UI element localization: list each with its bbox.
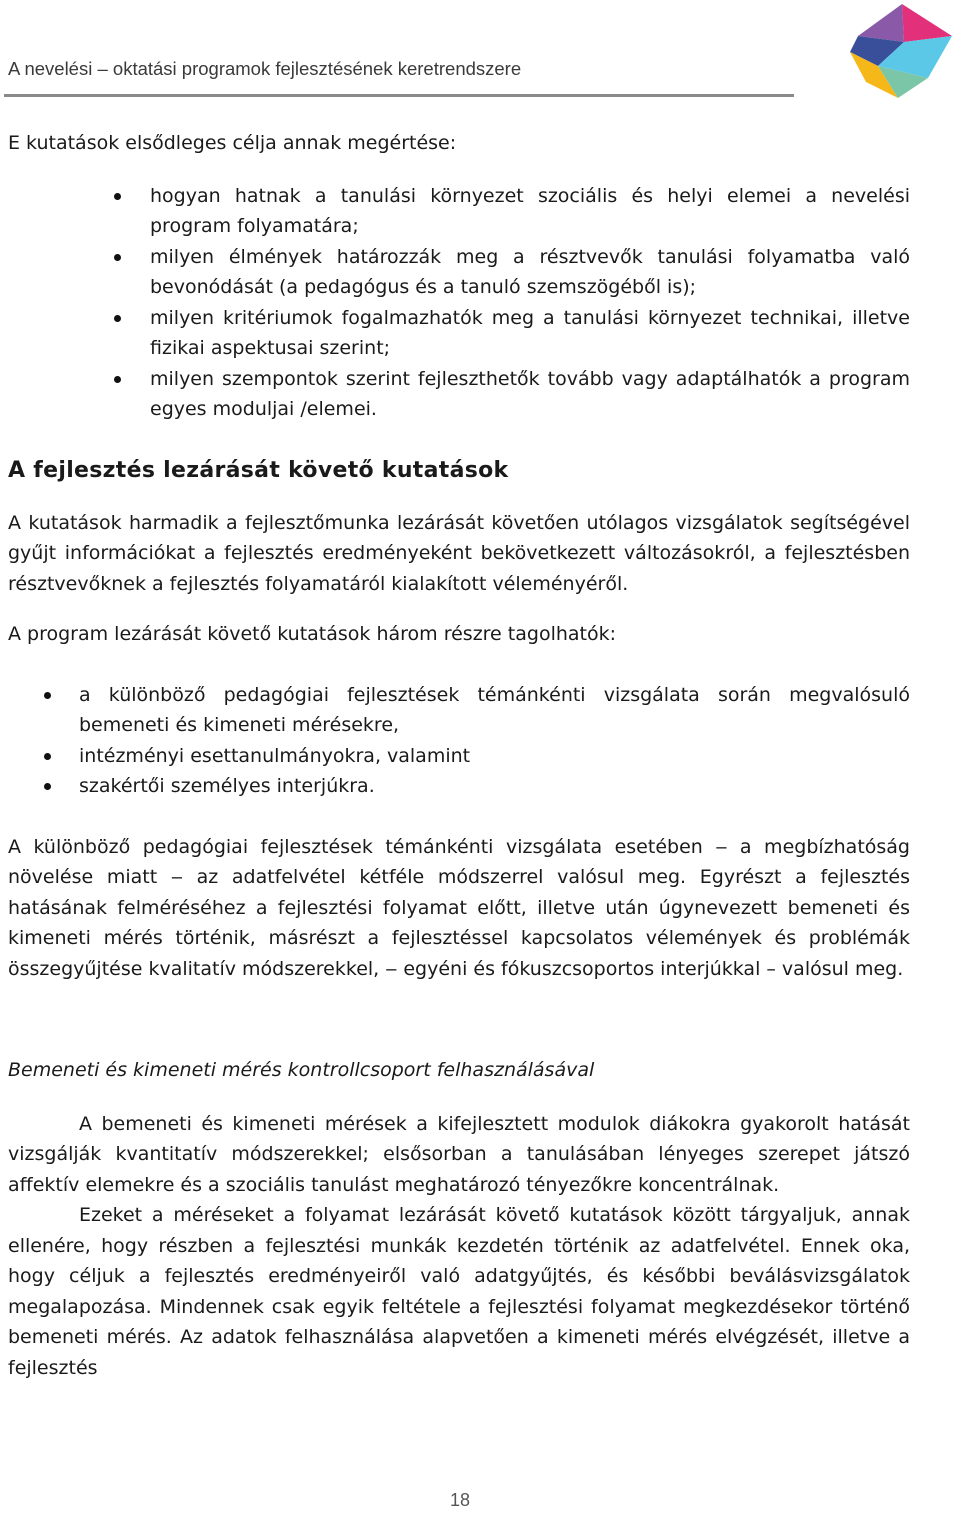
list-item: milyen kritériumok fogalmazhatók meg a tanulási környezet technikai, illetve fizikai aspektusai szerint; xyxy=(8,303,910,364)
logo-facet-right xyxy=(902,4,952,42)
list-item: hogyan hatnak a tanulási környezet szociális és helyi elemei a nevelési program folyamatára; xyxy=(8,181,910,242)
paragraph: A különböző pedagógiai fejlesztések témánkénti vizsgálata esetében ‒ a megbízhatóság növelése miatt ‒ az adatfelvétel kétféle módszerrel valósul meg. Egyrészt a fejlesztés hatásának felméréséhez a fejlesztési folyamat előtt, illetve után úgynevezett bemeneti és kimeneti mérés történik, másrészt a fejlesztéssel kapcsolatos vélemények és problémák összegyűjtése kvalitatív módszerekkel, ‒ egyéni és fókuszcsoportos interjúkkal – valósul meg. xyxy=(8,835,910,980)
paragraph: Ezeket a méréseket a folyamat lezárását követő kutatások között tárgyaljuk, annak ellenére, hogy részben a fejlesztési munkák kezdetén történik az adatfelvétel. Ennek oka, hogy céljuk a fejlesztés eredményeiről való adatgyűjtés, és későbbi beválásvizsgálatok megalapozása. Mindennek csak egyik feltétele a fejlesztési folyamat megkezdésekor történő bemeneti mérés. Az adatok felhasználása alapvetően a kimeneti mérés elvégzését, illetve a fejlesztés xyxy=(8,1204,910,1379)
list-item: milyen szempontok szerint fejleszthetők tovább vagy adaptálhatók a program egyes moduljai /elemei. xyxy=(8,364,910,425)
subsection-title: Bemeneti és kimeneti mérés kontrollcsoport felhasználásával xyxy=(8,1059,595,1081)
list-item: intézményi esettanulmányokra, valamint xyxy=(8,741,910,772)
paragraph: A bemeneti és kimeneti mérések a kifejlesztett modulok diákokra gyakorolt hatását vizsgálják kvantitatív módszerekkel; elsősorban a tanulásában lényeges szerepet játszó affektív elemekre és a szociális tanulást meghatározó tényezőkre koncentrálnak. xyxy=(8,1112,910,1196)
logo-icon xyxy=(848,2,956,100)
list-item: milyen élmények határozzák meg a résztvevők tanulási folyamatba való bevonódását (a pedagógus és a tanuló szemszögéből is); xyxy=(8,242,910,303)
page-number: 18 xyxy=(449,1490,471,1510)
document-body xyxy=(8,128,910,1383)
paragraph: A program lezárását követő kutatások három részre tagolhatók: xyxy=(8,623,617,645)
header-divider xyxy=(4,94,794,97)
logo-facet-top xyxy=(858,4,904,42)
list-item: a különböző pedagógiai fejlesztések témánkénti vizsgálata során megvalósuló bemeneti és kimeneti mérésekre, xyxy=(8,680,910,741)
paragraph: A kutatások harmadik a fejlesztőmunka lezárását követően utólagos vizsgálatok segítségével gyűjt információkat a fejlesztés eredményeként bekövetkezett változásokról, a fejlesztésben résztvevőknek a fejlesztés folyamatáról kialakított véleményéről. xyxy=(8,511,910,595)
section-heading: A fejlesztés lezárását követő kutatások xyxy=(8,457,509,483)
running-header-title: A nevelési – oktatási programok fejlesztésének keretrendszere xyxy=(8,58,522,79)
research-goals-list xyxy=(8,181,910,425)
section1-intro: E kutatások elsődleges célja annak megértése: xyxy=(8,132,457,154)
list-item: szakértői személyes interjúkra. xyxy=(8,771,910,802)
research-parts-list xyxy=(8,680,910,802)
